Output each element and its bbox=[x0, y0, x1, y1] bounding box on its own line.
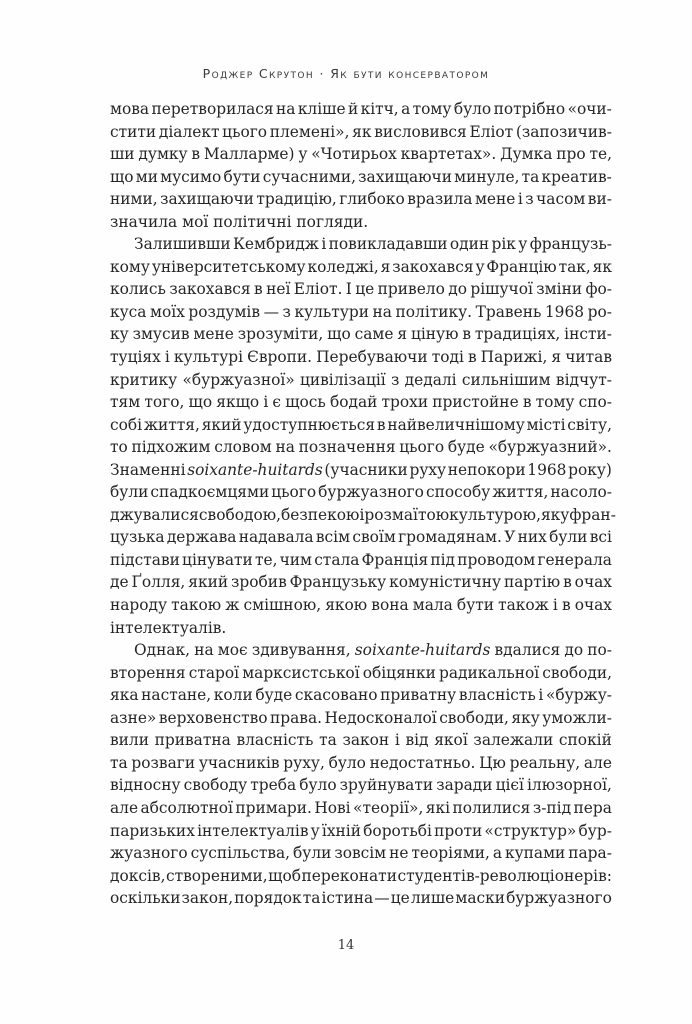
text-line: ку змусив мене зрозуміти, що саме я ціную в традиціях, інсти- bbox=[110, 325, 612, 344]
text-line: яка настане, коли буде скасовано приватну власність і «буржу- bbox=[110, 686, 612, 705]
text-line: оскільки закон, порядок та істина — це лише маски буржуазного bbox=[110, 889, 612, 908]
body-text bbox=[110, 98, 616, 910]
text-line: критику «буржуазної» цивілізації з дедалі сильнішим відчут- bbox=[110, 370, 612, 389]
text-line: паризьких інтелектуалів у їхній боротьбі проти «структур» бур- bbox=[110, 821, 612, 840]
text-line: то підхожим словом на позначення цього буде «буржуазний». bbox=[110, 438, 612, 457]
text-line: відносну свободу треба було зруйнувати заради цієї ілюзорної, bbox=[110, 776, 612, 795]
text-line: цузька держава надавала всім своїм громадянам. У них були всі bbox=[110, 528, 612, 547]
text-line: кому університетському коледжі, я закохався у Францію так, як bbox=[110, 257, 612, 276]
text-line: туціях і культурі Європи. Перебуваючи тоді в Парижі, я читав bbox=[110, 348, 612, 367]
text-line: Однак, на моє здивування, soixante-huitards вдалися до по- bbox=[134, 641, 612, 660]
text-line: стити діалект цього племені», як висловився Еліот (запозичив- bbox=[110, 122, 612, 141]
text-line: вили приватна власність та закон і від якої залежали спокій bbox=[110, 731, 612, 750]
text-line: де Ґолля, який зробив Французьку комуністичну партію в очах bbox=[110, 573, 612, 592]
text-line: ши думку в Малларме) у «Чотирьох квартетах». Думка про те, bbox=[110, 145, 612, 164]
text-line: Залишивши Кембридж і повикладавши один рік у французь- bbox=[134, 235, 612, 254]
text-line: народу такою ж смішною, якою вона мала бути також і в очах bbox=[110, 596, 612, 615]
text-line: ними, захищаючи традицію, глибоко вразила мене і з часом ви- bbox=[110, 190, 612, 209]
paragraph bbox=[110, 639, 612, 910]
text-line: жуазного суспільства, були зовсім не теоріями, а купами пара- bbox=[110, 844, 612, 863]
text-line: Знаменні soixante-huitards (учасники руху непокори 1968 року) bbox=[110, 460, 612, 479]
text-line: джувалися свободою, безпекою і розмаїтою культурою, яку фран- bbox=[110, 505, 616, 524]
running-head: Роджер Скрутон · Як бути консерватором bbox=[202, 66, 490, 81]
text-line: собі життя, який удоступнюється в найвеличнішому місті світу, bbox=[110, 415, 612, 434]
paragraph bbox=[110, 98, 612, 233]
text-line: колись закохався в неї Еліот. І це привело до рішучої зміни фо- bbox=[110, 280, 612, 299]
text-line: доксів, створеними, щоб переконати студентів-революціонерів: bbox=[110, 866, 612, 885]
text-line: куса моїх роздумів — з культури на політику. Травень 1968 ро- bbox=[110, 302, 612, 321]
text-line: вторення старої марксистської обіцянки радикальної свободи, bbox=[110, 663, 612, 682]
text-line: але абсолютної примари. Нові «теорії», які полилися з-під пера bbox=[110, 798, 612, 817]
text-line: були спадкоємцями цього буржуазного способу життя, насоло- bbox=[110, 483, 612, 502]
text-line: азне» верховенство права. Недосконалої свободи, яку уможли- bbox=[110, 708, 612, 727]
text-line: інтелектуалів. bbox=[110, 618, 227, 637]
text-line: мова перетворилася на кліше й кітч, а тому було потрібно «очи- bbox=[110, 100, 612, 118]
text-line: значила мої політичні погляди. bbox=[110, 212, 369, 231]
paragraph bbox=[110, 233, 616, 639]
text-line: тям того, що якщо і є щось бодай трохи пристойне в тому спо- bbox=[110, 393, 612, 412]
page-number: 14 bbox=[337, 938, 355, 953]
text-line: що ми мусимо бути сучасними, захищаючи минуле, та креатив- bbox=[110, 167, 612, 186]
text-line: підстави цінувати те, чим стала Франція під проводом генерала bbox=[110, 550, 612, 569]
text-line: та розваги учасників руху, було недостатньо. Цю реальну, але bbox=[110, 753, 612, 772]
